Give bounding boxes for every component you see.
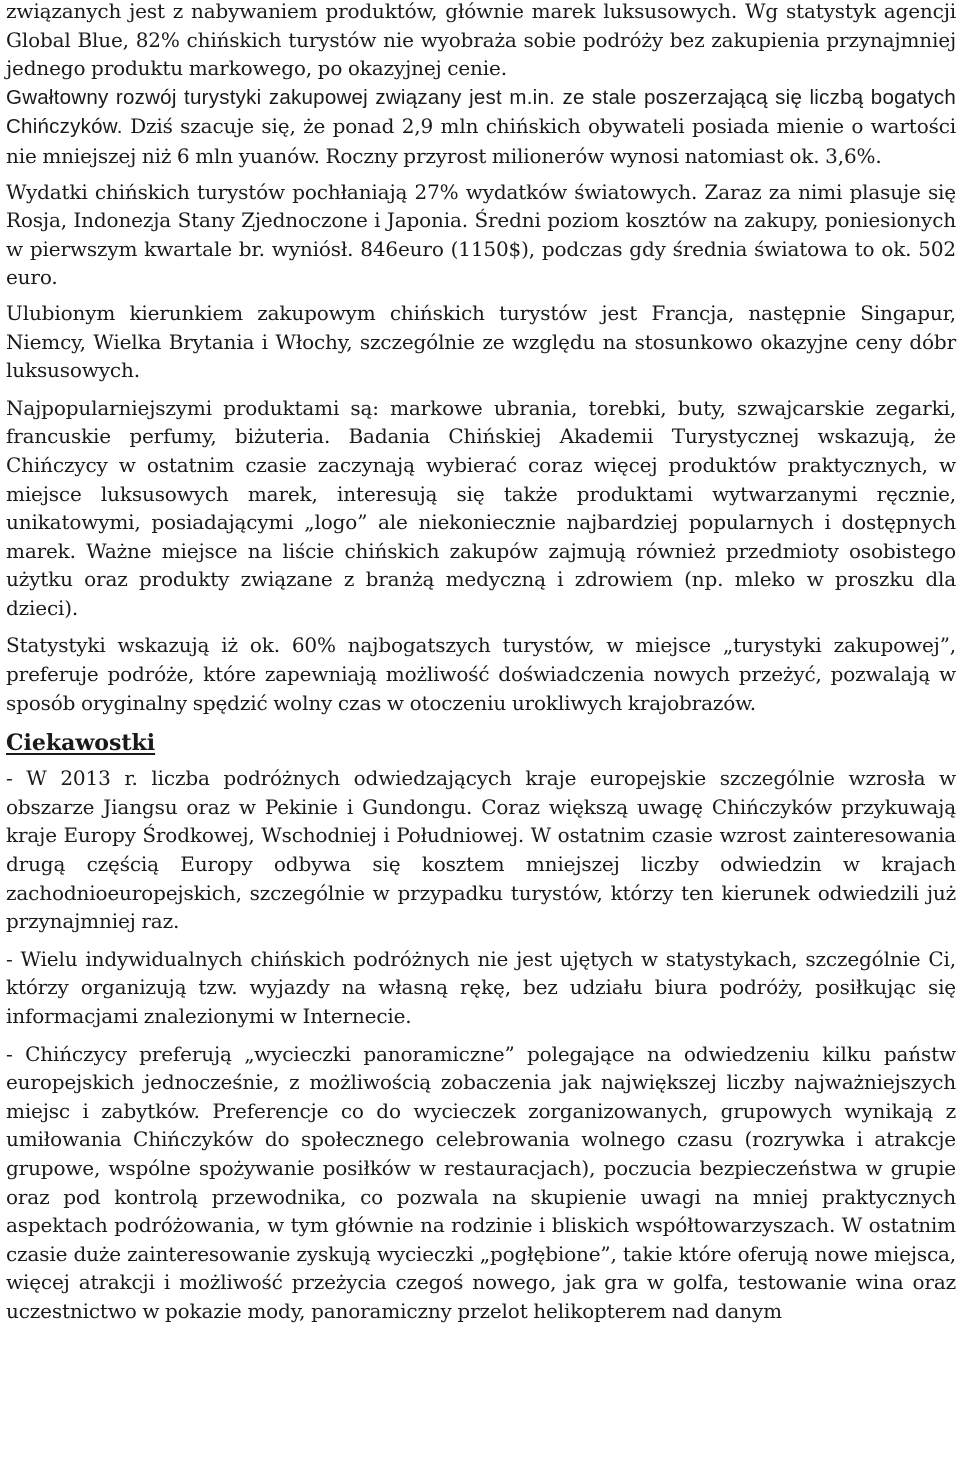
growth-sans-text: Gwałtowny rozwój turystyki zakupowej związany jest m.in. ze stale poszerzającą się liczbą bogatych Chińczyków. <box>6 85 956 139</box>
statistics-paragraph: Statystyki wskazują iż ok. 60% najbogatszych turystów, w miejsce „turystyki zakupowej”, preferuje podróże, które zapewniają możliwość doświadczenia nowych przeżyć, pozwalają w sposób oryginalny spędzić wolny czas w otoczeniu urokliwych krajobrazów. <box>6 633 956 715</box>
curiosity-item: - Chińczycy preferują „wycieczki panoramiczne” polegające na odwiedzeniu kilku państw europejskich jednocześnie, z możliwością zobaczenia jak największej liczby najważniejszych miejsc i zabytków. Preferencje co do wycieczek zorganizowanych, grupowych wynikają z umiłowania Chińczyków do społecznego celebrowania wolnego czasu (rozrywka i atrakcje grupowe, wspólne spożywanie posiłków w restauracjach), poczucia bezpieczeństwa w grupie oraz pod kontrolą przewodnika, co pozwala na skupienie uwagi na mniej praktycznych aspektach podróżowania, w tym głównie na rodzinie i bliskich współtowarzyszach. W ostatnim czasie duże zainteresowanie zyskują wycieczki „pogłębione”, takie które oferują nowe miejsca, więcej atrakcji i możliwość przeżycia czegoś nowego, jak gra w golfa, testowanie wina oraz uczestnictwo w pokazie mody, panoramiczny przelot helikopterem nad danym <box>6 1041 956 1323</box>
section-heading-curiosities: Ciekawostki <box>6 730 156 757</box>
products-paragraph: Najpopularniejszymi produktami są: markowe ubrania, torebki, buty, szwajcarskie zegarki, francuskie perfumy, biżuteria. Badania Chińskiej Akademii Turystycznej wskazują, że Chińczycy w ostatnim czasie zaczynają wybierać coraz więcej produktów praktycznych, w miejsce luksusowych marek, interesują się także produktami wytwarzanymi ręcznie, unikatowymi, posiadającymi „logo” ale niekoniecznie najbardziej popularnych i dostępnych marek. Ważne miejsce na liście chińskich zakupów zajmują również przedmioty osobistego użytku oraz produkty związane z branżą medyczną i zdrowiem (np. mleko w proszku dla dzieci). <box>6 395 956 620</box>
growth-serif-text: Dziś szacuje się, że ponad 2,9 mln chińskich obywateli posiada mienie o wartości nie mniejszej niż 6 mln yuanów. Roczny przyrost milionerów wynosi natomiast ok. 3,6%. <box>6 114 956 168</box>
growth-paragraph <box>6 83 956 171</box>
document-page <box>6 0 956 1326</box>
curiosity-item: - Wielu indywidualnych chińskich podróżnych nie jest ujętych w statystykach, szczególnie Ci, którzy organizują tzw. wyjazdy na własną rękę, bez udziału biura podróży, posiłkując się informacjami znalezionymi w Internecie. <box>6 946 956 1028</box>
curiosity-item: - W 2013 r. liczba podróżnych odwiedzających kraje europejskie szczególnie wzrosła w obszarze Jiangsu oraz w Pekinie i Gundongu. Coraz większą uwagę Chińczyków przykuwają kraje Europy Środkowej, Wschodniej i Południowej. W ostatnim czasie wzrost zainteresowania drugą częścią Europy odbywa się kosztem mniejszej liczby odwiedzin w krajach zachodnioeuropejskich, szczególnie w przypadku turystów, którzy ten kierunek odwiedzili już przynajmniej raz. <box>6 766 956 934</box>
destinations-paragraph: Ulubionym kierunkiem zakupowym chińskich turystów jest Francja, następnie Singapur, Niemcy, Wielka Brytania i Włochy, szczególnie ze względu na stosunkowo okazyjne ceny dóbr luksusowych. <box>6 300 956 383</box>
spending-paragraph: Wydatki chińskich turystów pochłaniają 27% wydatków światowych. Zaraz za nimi plasuje się Rosja, Indonezja Stany Zjednoczone i Japonia. Średni poziom kosztów na zakupy, poniesionych w pierwszym kwartale br. wyniósł. 846euro (1150$), podczas gdy średnia światowa to ok. 502 euro. <box>6 179 956 290</box>
intro-paragraph: związanych jest z nabywaniem produktów, głównie marek luksusowych. Wg statystyk agencji Global Blue, 82% chińskich turystów nie wyobraża sobie podróży bez zakupienia przynajmniej jednego produktu markowego, po okazyjnej cenie. <box>6 0 956 81</box>
